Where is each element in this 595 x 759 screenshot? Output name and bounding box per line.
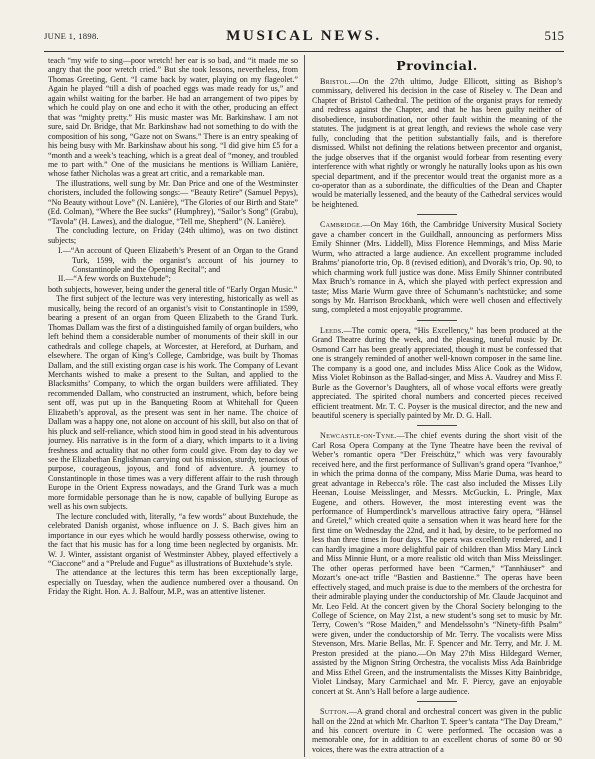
right-column <box>312 56 562 756</box>
lecture-subject-item: I.—“An account of Queen Elizabeth’s Present of an Organ to the Grand Turk, 1599, with the organist’s account of his journey to Constantinople and the Opening Recital”; and <box>58 246 298 274</box>
article-text: —A grand choral and orchestral concert was given in the public hall on the 22nd at which Mr. Charlton T. Speer’s cantata “The Day Dream,” and his concert overture in C were performed. The occasion was a memorable one, for in addition to an excellent chorus of some 80 or 90 voices, there was the extra attraction of a <box>312 707 562 754</box>
header-rule <box>44 51 564 52</box>
running-header <box>44 28 564 46</box>
article-place: Leeds. <box>320 325 344 335</box>
lecture-subject-list <box>48 246 298 284</box>
body-paragraph: The lecture concluded with, literally, “a few words” about Buxtehude, the celebrated Danish organist, whose influence on J. S. Bach gives him an importance in our eyes which he would hardly possess otherwise, owing to the fact that his music has for a long time been neglected by organists. Mr. W. J. Winter, assistant organist of Westminster Abbey, played effectively a “Ciaccone” and a “Prelude and Fugue” as illustrations of Buxtehude’s style. <box>48 511 298 569</box>
article-place: Bristol. <box>320 77 351 86</box>
article-text: —The chief events during the short visit of the Carl Rosa Opera Company at the Tyne Theatre have been the revival of Weber’s romantic opera “Der Freischütz,” which was very favourably received here, and the first performance of Sullivan’s grand opera “Ivanhoe,” in which the prima donna of the company, Miss Marie Duma, was heard to great advantage in Rebecca’s rôle. The cast also included the Misses Lily Heenan, Louise Meisslinger, and Messrs. McGuckin, L. Pringle, Max Eugene, and others. However, the most interesting event was the performance of Humperdinck’s marvellous attractive fairy opera, “Hänsel and Gretel,” which created quite a sensation when it was heard here for the first time on Wednesday the 22nd, and it had, by desire, to be performed no less than three times in four days. The opera was excellently rendered, and I can hardly imagine a more delightful pair of children than Miss Mary Linck and Miss Minnie Hunt, or a more realistic old witch than Miss Meisslinger. The other operas performed have been “Carmen,” “Tannhäuser” and Mozart’s one-act trifle “Bastien and Bastienne.” The operas have been effectively staged, and much praise is due to the members of the orchestra for their admirable playing under the conductorship of Mr. Claude Jacquinot and Mr. Leo Feld. At the concert given by the Choral Society belonging to the College of Science, on May 21st, a new student’s song set to music by Mr. Terry, Cowen’s “Rose Maiden,” and Mendelssohn’s “Ninety-fifth Psalm” were given, under the conductorship of Mr. Terry. The vocalists were Miss Stevenson, Mrs. Marie Bellas, Mr. F. Spencer and Mr. Terry, and Mr. J. M. Preston presided at the piano.—On May 27th Miss Hildegard Werner, assisted by the Mignon String Orchestra, the vocalists Miss Ada Bainbridge and Miss Ethel Green, and the instrumentalists the Misses Kitty Bainbridge, Violet Lindsay, Mary Carmichael and Mr. F. Piercy, gave an enjoyable concert at St. Ann’s Hall before a large audience. <box>312 431 562 696</box>
body-paragraph: The illustrations, well sung by Mr. Dan Price and one of the Westminster choristers, included the following songs:— “Beauty Retire” (Samuel Pepys), “No Beauty without Love” (N. Lanière), “The Glories of our Birth and State” (Ed. Colman), “Where the Bee sucks” (Humphrey), “Sailor’s Song” (Grabu), “Tavola” (H. Lawes), and the dialogue, “Tell me, Shepherd” (N. Lanière). <box>48 178 298 226</box>
article-bristol <box>312 77 562 209</box>
body-paragraph: The first subject of the lecture was very interesting, historically as well as musically, being the record of an organist’s visit to Constantinople in 1599, bearing a present of an organ from Queen Elizabeth to the Grand Turk. Thomas Dallam was the first of a distinguished family of organ builders, who left behind them a considerable number of monuments of their skill in our cathedrals and college chapels, at Worcester, at Hereford, at Durham, and elsewhere. The organ of King’s College, Cambridge, was built by Thomas Dallam, and the still existing organ case is his work. The Company of Levant Merchants wished to make a present to the Sultan, and applied to the Blacksmiths’ Company, to which the organ builders were affiliated. They recommended Dallam, who constructed an instrument, which, before being sent off, was put up in the Banqueting Room at Whitehall for Queen Elizabeth’s approval, as the present was sent in her name. The choice of Dallam was a happy one, not alone on account of his skill, but also on that of his pluck and self-reliance, which stood him in good stead in his adventurous journey. His narrative is in the form of a diary, which imparts to it a living freshness and actuality that no other form could give. From day to day we see the Elizabethan Englishman carrying out his mission, sturdy, tenacious of purpose, courageous, joyous, and fond of adventure. A journey to Constantinople in those times was a very different affair to the rush through Europe in the Orient Express nowadays, and the Grand Turk was a much more formidable personage than he is now, capable of bullying Europe as well as his own subjects. <box>48 294 298 512</box>
body-paragraph: both subjects, however, being under the general title of “Early Organ Music.” <box>48 284 298 294</box>
body-paragraph: teach “my wife to sing—poor wretch! her ear is so bad, and “it made me so angry that the poor wretch cried.” But she took lessons, nevertheless, from Thomas Greeting, Gent. “I came back by water, playing on my flageolet.” Again he played “till a dish of poached eggs was made ready for us,” and again whilst waiting for the barber. He had an arrangement of two pipes by which he could play on one and echo it with the other, producing an effect that was “mighty pretty.” His music master was Mr. Barkinshaw. I am not sure, said Dr. Bridge, that Mr. Barkinshaw had not something to do with the composition of his song, “Gaze not on Swans.” There is an entry speaking of his being busy with Mr. Barkinshaw about his song. “I did give him £5 for a “month and a week’s teaching, which is a great deal of “money, and troubled me to part with.” One of the musicians he mentions is William Lanière, whose father Nicholas was a great art critic, and a remarkable man. <box>48 56 298 179</box>
article-separator <box>417 214 457 215</box>
page-number: 515 <box>544 28 564 43</box>
article-place: Sutton. <box>320 707 349 717</box>
article-cambridge <box>312 220 562 315</box>
article-text: —On May 16th, the Cambridge University Musical Society gave a chamber concert in the Guildhall, announcing as performers Miss Emily Shinner (Mrs. Liddell), Miss Florence Hemmings, and Miss Marie Wurm, who attracted a large audience. An excellent programme included Brahms’ pianoforte trio, Op. 8 (revised edition), and Dvorák’s trio, Op. 90, to which charming work full justice was done. Miss Emily Shinner contributed Max Bruch’s romance in A, which she played with perfect expression and taste; Miss Marie Wurm gave three of Schumann’s nachtstücke; and some songs by Mr. Harrison Brockbank, which were well chosen and effectively sung, completed a most enjoyable programme. <box>312 220 562 315</box>
article-separator <box>417 425 457 426</box>
lecture-subject-item: II.—“A few words on Buxtehude”; <box>58 274 171 284</box>
left-column <box>48 56 298 756</box>
article-separator <box>417 320 457 321</box>
body-paragraph: The attendance at the lectures this term has been exceptionally large, especially on Tuesday, when the audience numbered over a thousand. On Friday the Right. Hon. A. J. Balfour, M.P., was an attentive listener. <box>48 568 298 597</box>
article-sutton <box>312 707 562 754</box>
section-title: Provincial. <box>396 58 478 73</box>
article-place: Newcastle-on-Tyne. <box>320 431 397 441</box>
article-text: —The comic opera, “His Excellency,” has been produced at the Grand Theatre during the week, and the pleasing, tuneful music by Dr. Osmond Carr has been greatly appreciated, though it must be confessed that one is strangely reminded of another well-known composer in the same line. The company is a good one, and includes Miss Alice Cook as the Widow, Miss Violet Robinson as the Ballad-singer, and Miss A. Vaudrey and Miss F. Burle as the Governor’s Daughters, all of whose vocal efforts were greatly appreciated. The spirited choral numbers and concerted pieces received efficient treatment. Mr. T. C. Poyser is the musical director, and the new and beautiful scenery is specially painted by Mr. D. G. Hall. <box>312 325 562 420</box>
article-text: —On the 27th ultimo, Judge Ellicott, sitting as Bishop’s commissary, delivered his decision in the case of Riseley v. The Dean and Chapter of Bristol Cathedral. The petition of the organist prays for remedy and redress against the Chapter, and that he has been guilty neither of disobedience, insubordination, nor other fault within the meaning of the statutes. The judgment is at great length, and reviews the whole case very fully, concluding that the petition substantially fails, and is therefore dismissed. Whilst not defining the relations between precentor and organist, the judge observes that if the organist would forbear from resenting every interference with what rightly or wrongly he naturally looks upon as his own special department, and if the precentor would treat the organist more as a co-operator than as a subordinate, the difficulties of the Dean and Chapter would be materially lessened, and the beauty of the Cathedral services would be heightened. <box>312 77 562 209</box>
issue-date: JUNE 1, 1898. <box>44 31 99 41</box>
article-newcastle <box>312 431 562 696</box>
masthead-title: MUSICAL NEWS. <box>226 28 382 44</box>
column-divider <box>304 55 305 757</box>
article-separator <box>417 701 457 702</box>
article-leeds <box>312 326 562 421</box>
body-paragraph: The concluding lecture, on Friday (24th ultimo), was on two distinct subjects; <box>48 226 298 245</box>
article-place: Cambridge. <box>320 220 363 230</box>
